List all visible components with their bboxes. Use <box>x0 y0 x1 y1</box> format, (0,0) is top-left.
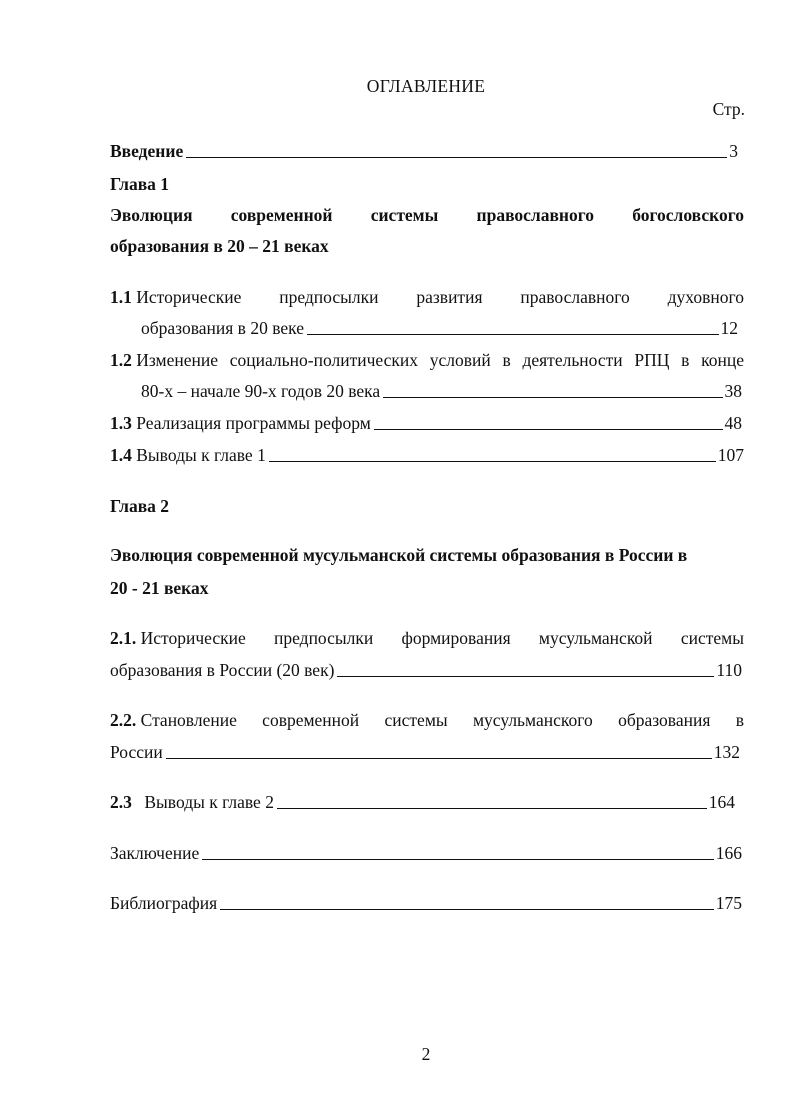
section-number: 1.3 <box>110 413 132 433</box>
toc-entry-1-2-cont[interactable] <box>141 381 742 402</box>
page-number: 2 <box>421 1044 431 1064</box>
word: Исторические <box>140 628 246 648</box>
toc-label: образования в 20 веке <box>141 318 304 338</box>
leader-line <box>277 808 707 809</box>
word: формирования <box>401 628 511 648</box>
toc-entry-1-1[interactable] <box>110 287 744 308</box>
toc-page: 38 <box>724 381 742 401</box>
word: православного <box>476 205 595 225</box>
toc-label: Введение <box>110 141 184 161</box>
word: предпосылки <box>274 628 374 648</box>
toc-label: Выводы к главе 2 <box>144 792 274 812</box>
section-number: 2.3 <box>110 792 132 812</box>
toc-page: 166 <box>715 843 742 863</box>
page-column-label: Стр. <box>712 99 745 119</box>
word: Становление <box>140 710 237 730</box>
section-number: 1.4 <box>110 445 132 465</box>
leader-line <box>374 429 723 430</box>
toc-entry-intro[interactable] <box>110 141 738 162</box>
word: современной <box>230 205 333 225</box>
toc-entry-2-3[interactable] <box>110 792 735 813</box>
word: развития <box>416 287 483 307</box>
toc-label: России <box>110 742 163 762</box>
word: условий <box>429 350 491 370</box>
word: предпосылки <box>279 287 379 307</box>
leader-line <box>337 676 714 677</box>
section-number: 1.1 <box>110 287 132 307</box>
toc-label: 80-х – начале 90-х годов 20 века <box>141 381 381 401</box>
chapter-title-line: образования в 20 – 21 веках <box>110 236 329 256</box>
word: в <box>735 710 744 730</box>
toc-label: Реализация программы реформ <box>136 413 371 433</box>
leader-line <box>269 461 716 462</box>
toc-entry-1-4[interactable] <box>110 445 744 466</box>
word: системы <box>384 710 448 730</box>
chapter-label: Глава 1 <box>110 174 170 194</box>
word: системы <box>680 628 744 648</box>
word: богословского <box>632 205 744 225</box>
word: Изменение <box>136 350 219 370</box>
toc-page: 164 <box>708 792 735 812</box>
section-number: 1.2 <box>110 350 132 370</box>
toc-page: 175 <box>715 893 742 913</box>
toc-entry-2-2-cont[interactable] <box>110 742 740 763</box>
word: конце <box>701 350 744 370</box>
leader-line <box>307 334 719 335</box>
toc-page: 107 <box>717 445 744 465</box>
word: мусульманского <box>472 710 593 730</box>
word: мусульманской <box>538 628 653 648</box>
toc-entry-1-1-cont[interactable] <box>141 318 738 339</box>
toc-label: образования в России (20 век) <box>110 660 335 680</box>
word: системы <box>370 205 439 225</box>
word: деятельности <box>522 350 623 370</box>
toc-page: 48 <box>724 413 742 433</box>
section-number: 2.1. <box>110 628 137 648</box>
leader-line <box>383 397 722 398</box>
word: в <box>681 350 690 370</box>
toc-entry-1-2[interactable] <box>110 350 744 371</box>
word: православного <box>520 287 630 307</box>
word: Исторические <box>136 287 242 307</box>
chapter-label: Глава 2 <box>110 496 170 516</box>
chapter-title-line <box>110 205 744 226</box>
word: в <box>502 350 511 370</box>
toc-page: 12 <box>720 318 738 338</box>
word: современной <box>262 710 360 730</box>
word: РПЦ <box>634 350 670 370</box>
toc-entry-2-2[interactable] <box>110 710 744 731</box>
word: образования <box>618 710 711 730</box>
toc-entry-2-1[interactable] <box>110 628 744 649</box>
toc-label: Выводы к главе 1 <box>136 445 266 465</box>
toc-label: Заключение <box>110 843 200 863</box>
toc-label: Библиография <box>110 893 218 913</box>
document-title: ОГЛАВЛЕНИЕ <box>366 76 486 96</box>
chapter-title-line: 20 - 21 веках <box>110 578 209 598</box>
toc-page: 110 <box>716 660 742 680</box>
word: Эволюция <box>110 205 193 225</box>
section-number: 2.2. <box>110 710 137 730</box>
word: социально-политических <box>229 350 418 370</box>
leader-line <box>166 758 712 759</box>
toc-entry-1-3[interactable] <box>110 413 742 434</box>
leader-line <box>186 157 727 158</box>
toc-page: 3 <box>729 141 738 161</box>
leader-line <box>202 859 714 860</box>
toc-entry-conclusion[interactable] <box>110 843 742 864</box>
chapter-title-line: Эволюция современной мусульманской системы образования в России в <box>110 545 688 565</box>
toc-page: 132 <box>713 742 740 762</box>
toc-entry-bibliography[interactable] <box>110 893 742 914</box>
toc-entry-2-1-cont[interactable] <box>110 660 742 681</box>
leader-line <box>220 909 714 910</box>
word: духовного <box>667 287 744 307</box>
